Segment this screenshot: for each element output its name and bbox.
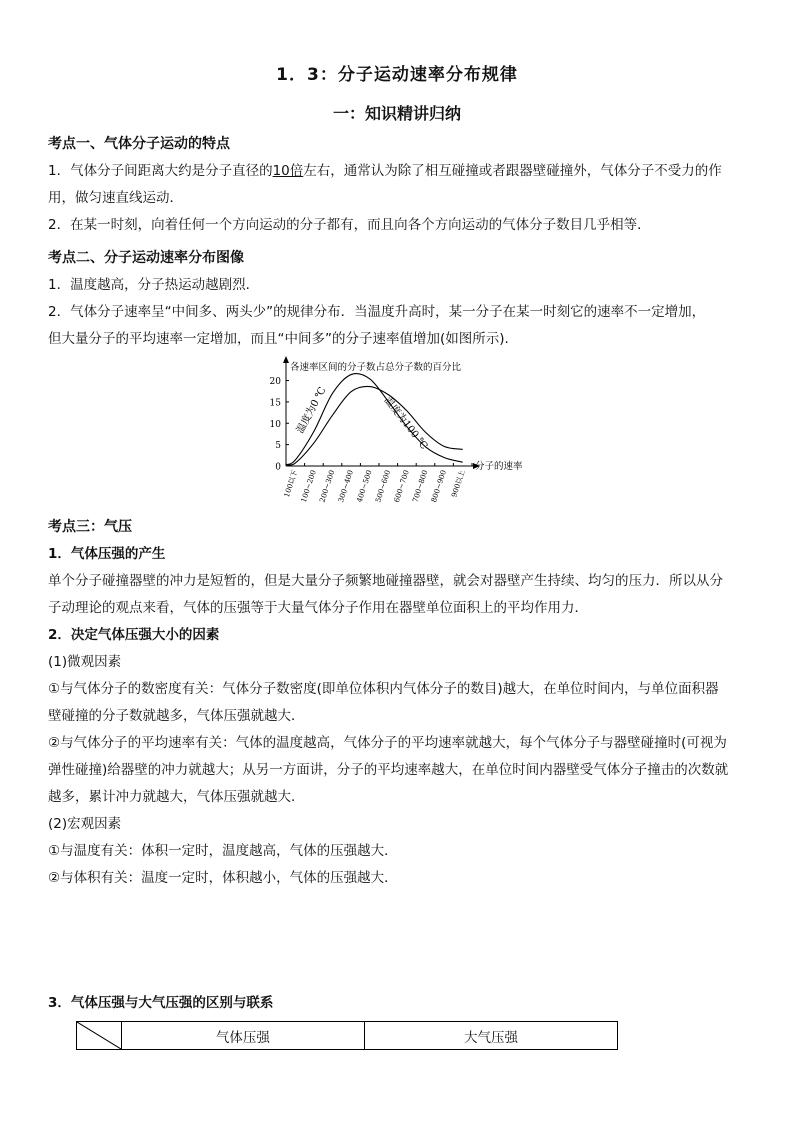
y-tick-label: 0 <box>275 462 281 473</box>
section-2-heading: 考点二、分子运动速率分布图像 <box>48 250 244 266</box>
micro-factors-label: (1)微观因素 <box>48 654 122 670</box>
x-tick-label: 300~400 <box>336 468 356 504</box>
micro-2-line-2: 弹性碰撞)给器壁的冲力就越大；从另一方面讲，分子的平均速率越大，在单位时间内器壁受气体分子撞击的次数就 <box>48 762 729 778</box>
table-header-row <box>77 1022 618 1050</box>
x-tick-label: 900以上 <box>449 468 467 499</box>
x-tick-label: 100~200 <box>298 468 318 504</box>
y-tick-label: 5 <box>275 441 281 452</box>
section-2 <box>48 245 748 353</box>
subheading-pressure-origin: 1．气体压强的产生 <box>48 546 166 562</box>
y-tick-label: 10 <box>269 419 281 430</box>
section-1-para-1-cont: 用，做匀速直线运动． <box>48 190 183 206</box>
page-title: 1．3：分子运动速率分布规律 <box>276 65 518 85</box>
macro-1: ①与温度有关：体积一定时，温度越高，气体的压强越大． <box>48 843 398 859</box>
section-1 <box>48 131 748 239</box>
x-tick-label: 100以下 <box>281 468 300 499</box>
subheading-comparison: 3．气体压强与大气压强的区别与联系 <box>48 995 274 1011</box>
series-label-0c: 温度为0 ℃ <box>294 385 329 436</box>
micro-1-line-2: 壁碰撞的分子数就越多，气体压强就越大． <box>48 708 305 724</box>
para-text: 左右，通常认为除了相互碰撞或者跟器壁碰撞外，气体分子不受力的作 <box>303 163 722 179</box>
x-tick-label: 200~300 <box>317 468 337 504</box>
y-tick-label: 20 <box>269 377 281 388</box>
table-header-atmospheric-pressure: 大气压强 <box>364 1022 617 1050</box>
diagonal-line <box>77 1022 121 1049</box>
section-2-para-1: 1．温度越高，分子热运动越剧烈． <box>48 277 260 293</box>
section-3 <box>48 514 748 892</box>
x-tick-label: 400~500 <box>354 468 374 504</box>
chart-y-axis-label: 各速率区间的分子数占总分子数的百分比 <box>290 362 462 373</box>
para-origin-2: 子动理论的观点来看，气体的压强等于大量气体分子作用在器壁单位面积上的平均作用力． <box>48 600 588 616</box>
series-label-100c: 温度为100 ℃ <box>381 395 430 452</box>
section-1-para-1 <box>48 158 748 185</box>
section-2-para-2-cont: 但大量分子的平均速率一定增加，而且“中间多”的分子速率值增加(如图所示). <box>48 331 509 347</box>
x-tick-label: 700~800 <box>410 468 430 504</box>
section-subtitle: 一：知识精讲归纳 <box>332 104 461 123</box>
para-origin-1: 单个分子碰撞器壁的冲力是短暂的，但是大量分子频繁地碰撞器壁，就会对器壁产生持续、均匀的压力．所以从分 <box>48 573 723 589</box>
y-axis-arrow <box>283 356 289 363</box>
section-3-heading: 考点三：气压 <box>48 519 132 535</box>
macro-factors-label: (2)宏观因素 <box>48 816 122 832</box>
comparison-table <box>76 1021 618 1050</box>
micro-1-line-1: ①与气体分子的数密度有关：气体分子数密度(即单位体积内气体分子的数目)越大，在单位时间内，与单位面积器 <box>48 681 719 697</box>
macro-2: ②与体积有关：温度一定时，体积越小，气体的压强越大． <box>48 870 398 886</box>
section-2-para-2: 2．气体分子速率呈“中间多、两头少”的规律分布．当温度升高时，某一分子在某一时刻它的速率不一定增加， <box>48 304 706 320</box>
section-1-heading: 考点一、气体分子运动的特点 <box>48 136 230 152</box>
chart-x-tick-labels <box>282 468 467 503</box>
x-tick-label: 500~600 <box>373 468 393 504</box>
subheading-factors: 2．决定气体压强大小的因素 <box>48 627 220 643</box>
micro-2-line-1: ②与气体分子的平均速率有关：气体的温度越高，气体分子的平均速率就越大，每个气体分子与器壁碰撞时(可视为 <box>48 735 727 751</box>
table-header-gas-pressure: 气体压强 <box>121 1022 364 1050</box>
micro-2-line-3: 越多，累计冲力就越大，气体压强就越大． <box>48 789 305 805</box>
para-text: 1．气体分子间距离大约是分子直径的 <box>48 163 273 179</box>
underlined-term: 10倍 <box>272 163 304 179</box>
section-1-para-2: 2．在某一时刻，向着任何一个方向运动的分子都有，而且向各个方向运动的气体分子数目几乎相等． <box>48 217 651 233</box>
x-tick-label: 800~900 <box>429 468 449 504</box>
diagonal-corner-cell <box>77 1022 122 1050</box>
speed-distribution-chart <box>262 352 532 512</box>
section-3-sub-3 <box>48 990 748 1017</box>
chart-x-axis-label: 分子的速率 <box>475 461 523 472</box>
x-tick-label: 600~700 <box>391 468 411 504</box>
y-tick-label: 15 <box>269 398 281 409</box>
